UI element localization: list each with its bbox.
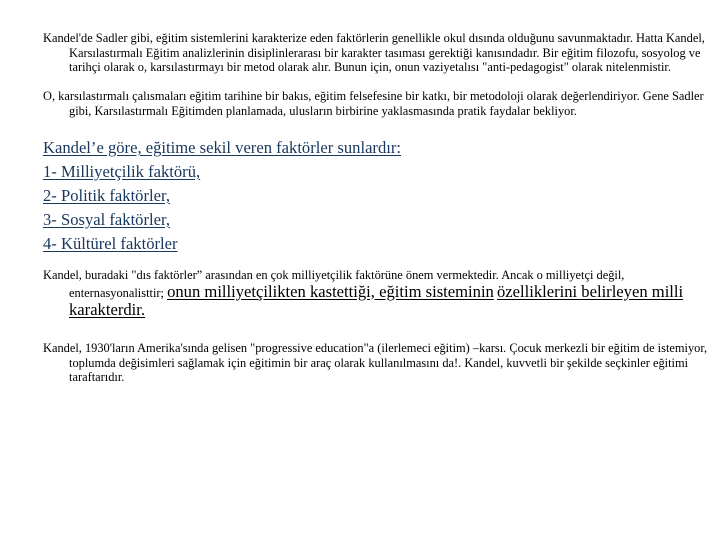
paragraph3-emphasis: özelliklerini belirleyen milli karakterdir. [69,281,684,319]
factor-item: 3- Sosyal faktörler, [43,210,170,229]
paragraph3-line: Kandel, buradaki "dıs faktörler” arasından en çok milliyetçilik faktörüne önem vermektedir. Ancak o milliyetçi [43,268,594,282]
paragraph2-line: değerlendiriyor. Gene Sadler gibi, Karsılastırmalı Eğitimden planlamada, ulusların birbirine yaklasmasında [69,89,704,118]
paragraph1-line: Bunun için, onun vaziyetalısı "anti-pedagogist" olarak nitelenmistir. [333,60,671,74]
paragraph4-line: eğitim de istemiyor, toplumda değisimleri sağlamak için eğitimin bir araç olarak kullanılmasını da!. Kandel, [69,341,708,370]
paragraph-sadler-kandel [43,31,709,75]
paragraph1-line: savunmaktadır. Hatta Kandel, Karsılastırmalı Eğitim analizlerinin disiplinlerarası bir karakter tasıması [69,31,705,60]
paragraph1-line: gerektiği kanısındadır. Bir eğitim filozofu, sosyolog ve tarihçi olarak o, karsılastırmayı bir metod olarak alır. [69,45,701,74]
factors-heading: Kandel’e göre, eğitime sekil veren faktörler sunlardır: [43,138,402,157]
paragraph1-line: Kandel'de Sadler gibi, eğitim sistemlerini karakterize eden faktörlerin genellikle okul dısında olduğunu [43,31,555,45]
factor-item: 2- Politik faktörler, [43,186,170,205]
paragraph4-line: Kandel, 1930'ların Amerika'sında gelisen "progressive education"a (ilerlemeci eğitim) –karsı. Çocuk merkezli bir [43,341,606,355]
factor-item: 1- Milliyetçilik faktörü, [43,162,201,181]
factor-item: 4- Kültürel faktörler [43,234,178,253]
paragraph-nationalism [43,268,709,319]
paragraph3-emphasis: onun milliyetçilikten kastettiği, eğitim sisteminin [167,281,494,301]
paragraph4-line: kuvvetli bir şekilde seçkinler eğitimi taraftarıdır. [69,355,689,384]
paragraph-progressive-education [43,341,709,385]
paragraph2-line: pratik faydalar bekliyor. [457,103,577,118]
paragraph3-small-text: değil, enternasyonalisttir; [69,268,625,300]
paragraph-comparative-studies [43,89,709,118]
paragraph2-line: O, karsılastırmalı çalısmaları eğitim tarihine bir bakıs, eğitim felsefesine bir katkı, bir metodoloji olarak [43,89,558,103]
factors-list [43,136,683,256]
